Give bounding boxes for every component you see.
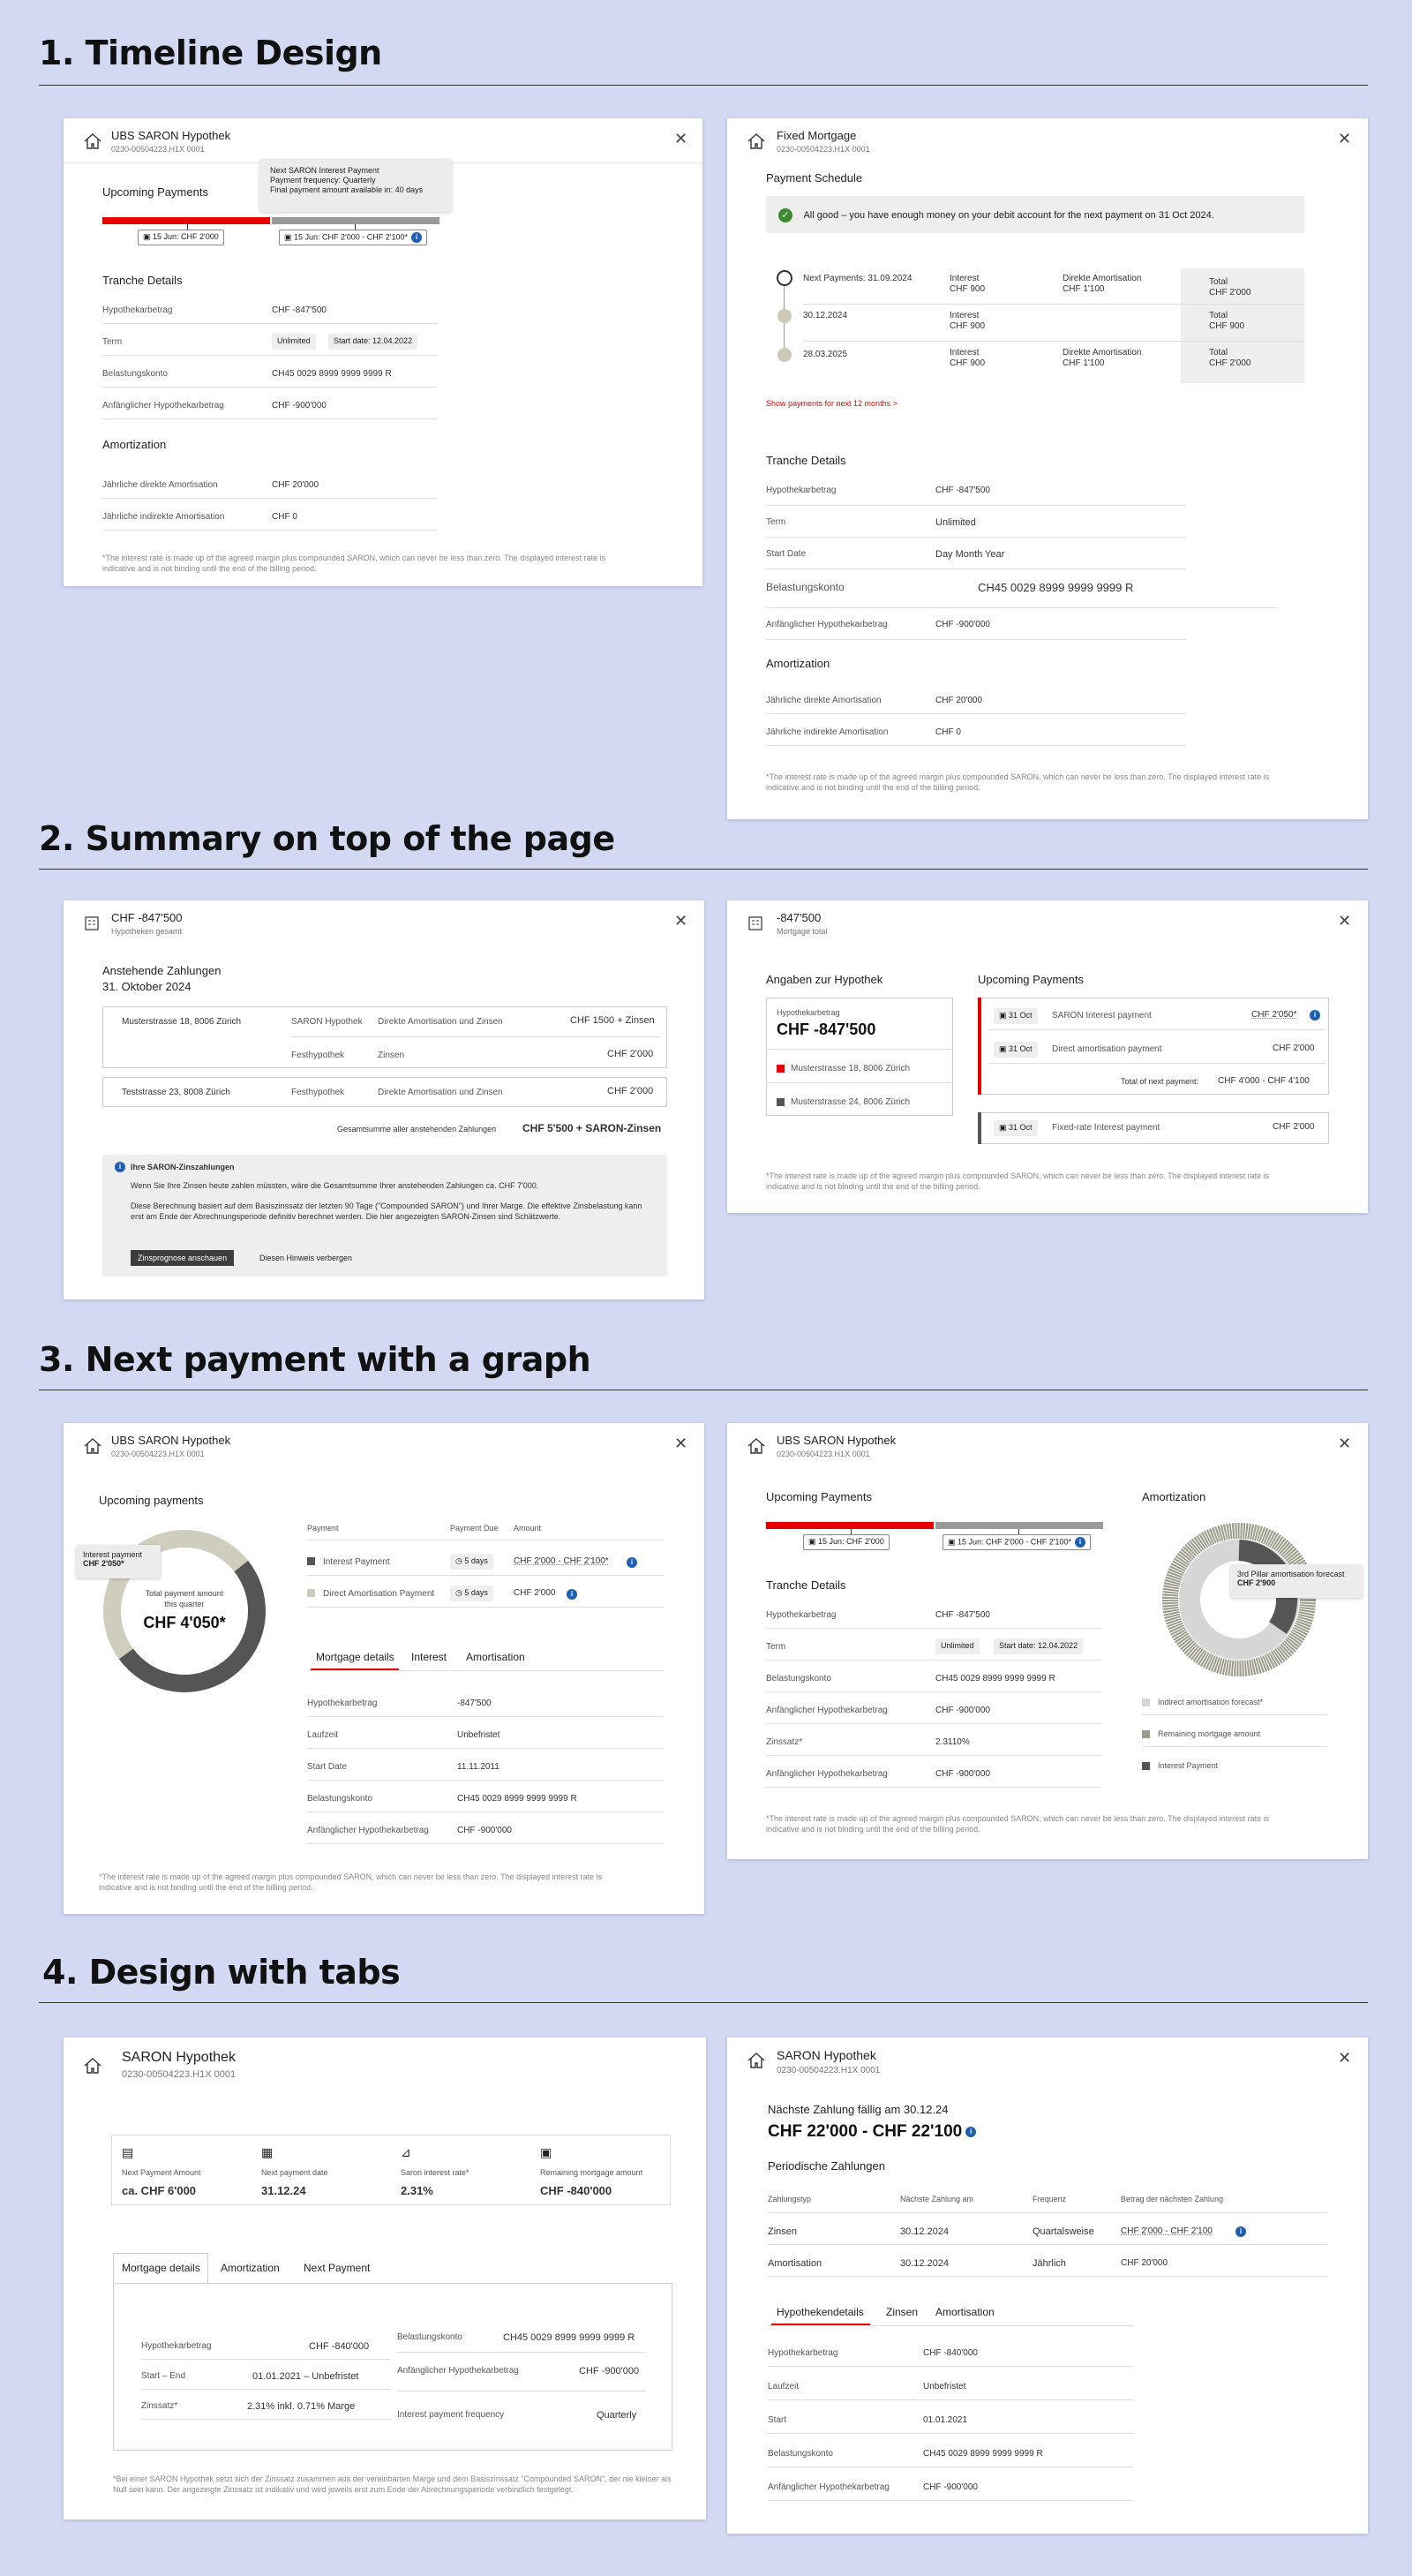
document-icon: ▣ <box>540 2145 552 2159</box>
section-date: 31. Oktober 2024 <box>102 980 192 993</box>
info-icon: i <box>627 1557 637 1568</box>
info-icon: i <box>1236 2226 1246 2237</box>
close-icon[interactable]: ✕ <box>674 1435 688 1452</box>
periodic-heading: Periodische Zahlungen <box>768 2159 885 2173</box>
home-icon <box>83 2057 102 2075</box>
timeline-node <box>777 270 792 286</box>
divider <box>39 869 1368 870</box>
card-summary-en: -847'500 Mortgage total ✕ Angaben zur Hypothek Upcoming Payments Hypothekarbetrag CHF -847'500 Musterstrasse 18, 8006 Zürich Musterstrasse 24, 8006 Zürich ▣ 31 Oct SARON Interest payment CHF 2'050* i ▣ 31 Oct Direct amortisation payment CHF 2'000 Total of next payment: CHF 4'000 - CHF 4'100 ▣ 31 Oct Fixed-rate Interest payment CHF 2'000 *The interest rate is made up of the agreed margin plus compounded SARON, which can never be less than zero. The displayed interest rate is indicative and is not binding until the end of the billing period. <box>727 900 1368 1213</box>
tab-interest[interactable]: Interest <box>411 1651 447 1663</box>
tab-mortgage-details[interactable]: Mortgage details <box>122 2262 200 2274</box>
info-icon: i <box>115 1162 125 1172</box>
timeline-bar-upcoming <box>272 217 439 224</box>
section-title-4: 4. Design with tabs <box>42 1953 401 1992</box>
chart-icon: ⊿ <box>401 2145 411 2159</box>
footnote: *The interest rate is made up of the agreed margin plus compounded SARON, which can never be less than zero. The displayed interest rate is indicative and is not binding until the end of the billing period. <box>99 1872 603 1892</box>
card-title: UBS SARON Hypothek <box>111 129 231 142</box>
tranche-heading: Tranche Details <box>102 274 183 287</box>
hide-hint-button[interactable]: Diesen Hinweis verbergen <box>259 1254 353 1262</box>
card-graph-amortization: UBS SARON Hypothek 0230-00504223.H1X 0001 ✕ Upcoming Payments ▣ 15 Jun: CHF 2'000 ▣ 15 Jun: CHF 2'000 - CHF 2'100* i Tranche Details Hypothekarbetrag CHF -847'500 Term Unlimited Start date: 12.04.2022 Belastungskonto CH45 0029 8999 9999 9999 R Anfänglicher Hypothekarbetrag CHF -900'000 Zinssatz* 2.3110% Anfänglicher Hypothekarbetrag CHF -900'000 Amortization 3rd Pillar amortisation forecast CHF 2'900 Indirect amortisation forecast* Remaining mortgage amount Interest Payment *The interest rate is made up of the agreed margin plus compounded SARON, which can never be less than zero. The displayed interest rate is indicative and is not binding until the end of the billing period. <box>727 1423 1368 1859</box>
tab-amortization[interactable]: Amortization <box>221 2262 280 2274</box>
close-icon[interactable]: ✕ <box>1338 130 1352 147</box>
card-subtitle: Hypotheken gesamt <box>111 927 183 936</box>
tab-mortgage-details[interactable]: Mortgage details <box>316 1651 394 1663</box>
home-icon <box>83 132 102 150</box>
tab-amortisation[interactable]: Amortisation <box>466 1651 525 1663</box>
section-title-3: 3. Next payment with a graph <box>39 1340 591 1379</box>
footnote: *The interest rate is made up of the agreed margin plus compounded SARON, which can never be less than zero. The displayed interest rate is indicative and is not binding until the end of the billing period. <box>766 1814 1270 1834</box>
card-title: UBS SARON Hypothek <box>777 1434 897 1447</box>
divider <box>39 85 1368 86</box>
payment-chip[interactable]: ▣ 15 Jun: CHF 2'000 - CHF 2'100* i <box>279 230 427 245</box>
info-icon: i <box>411 232 422 243</box>
tab-next-payment[interactable]: Next Payment <box>304 2262 371 2274</box>
timeline-node <box>777 348 792 362</box>
info-icon: i <box>1075 1537 1085 1548</box>
schedule-heading: Payment Schedule <box>766 171 863 185</box>
card-title: SARON Hypothek <box>122 2050 236 2065</box>
upcoming-heading: Upcoming Payments <box>978 973 1084 986</box>
info-icon: i <box>1310 1010 1320 1021</box>
card-subtitle: Mortgage total <box>777 927 828 936</box>
building-icon <box>747 915 766 932</box>
check-icon: ✓ <box>778 208 792 222</box>
tab-amortisation[interactable]: Amortisation <box>935 2306 995 2318</box>
upcoming-heading: Upcoming payments <box>99 1494 204 1507</box>
card-subtitle: 0230-00504223.H1X 0001 <box>777 1450 870 1458</box>
home-icon <box>747 2052 766 2069</box>
chart-tooltip: Interest payment CHF 2'050* <box>76 1545 161 1578</box>
status-banner: ✓ All good – you have enough money on your debit account for the next payment on 31 Oct 2024. <box>766 196 1304 233</box>
forecast-button[interactable]: Zinsprognose anschauen <box>131 1250 234 1266</box>
home-icon <box>747 132 766 150</box>
close-icon[interactable]: ✕ <box>1338 912 1352 930</box>
amortization-heading: Amortization <box>1142 1490 1206 1503</box>
mortgage-heading: Angaben zur Hypothek <box>766 973 883 986</box>
card-title: -847'500 <box>777 911 822 924</box>
home-icon <box>747 1437 766 1455</box>
card-subtitle: 0230-00504223.H1X 0001 <box>777 145 870 154</box>
timeline-node <box>777 309 792 323</box>
calendar-icon: ▦ <box>261 2145 274 2159</box>
home-icon <box>83 1437 102 1455</box>
timeline-bar-paid <box>102 217 270 224</box>
tranche-heading: Tranche Details <box>766 454 846 467</box>
footnote: *The interest rate is made up of the agreed margin plus compounded SARON, which can never be less than zero. The displayed interest rate is indicative and is not binding until the end of the billing period. <box>766 1171 1270 1191</box>
close-icon[interactable]: ✕ <box>674 130 688 147</box>
upcoming-heading: Upcoming Payments <box>766 1490 872 1503</box>
tab-zinsen[interactable]: Zinsen <box>886 2306 919 2318</box>
card-summary-de: CHF -847'500 Hypotheken gesamt ✕ Anstehende Zahlungen 31. Oktober 2024 Musterstrasse 18, 8006 Zürich SARON Hypothek Direkte Amortisation und Zinsen CHF 1500 + Zinsen Festhypothek Zinsen CHF 2'000 Teststrasse 23, 8008 Zürich Festhypothek Direkte Amortisation und Zinsen CHF 2'000 Gesamtsumme aller anstehenden Zahlungen CHF 5'500 + SARON-Zinsen i Ihre SARON-Zinszahlungen Wenn Sie Ihre Zinsen heute zahlen müssten, wäre die Gesamtsumme Ihrer anstehenden Zahlungen ca. CHF 7'000. Diese Berechnung basiert auf dem Basiszinssatz der letzten 90 Tage ("Compounded SARON") und Ihrer Marge. Die effektive Zinsbelastung kann erst am Ende der Abrechnungsperiode definitiv berechnet werden. Die hier angezeigten SARON-Zinsen sind Schätzwerte. Zinsprognose anschauen Diesen Hinweis verbergen <box>64 900 704 1299</box>
info-icon: i <box>567 1589 577 1600</box>
close-icon[interactable]: ✕ <box>1338 1435 1352 1452</box>
amortization-heading: Amortization <box>102 438 167 451</box>
divider <box>39 2002 1368 2003</box>
card-subtitle: 0230-00504223.H1X 0001 <box>122 2069 237 2080</box>
tab-hypothekendetails[interactable]: Hypothekendetails <box>777 2306 864 2318</box>
card-title: Fixed Mortgage <box>777 129 857 142</box>
info-icon: i <box>965 2127 976 2137</box>
footnote: *The interest rate is made up of the agreed margin plus compounded SARON, which can never be less than zero. The displayed interest rate is indicative and is not binding until the end of the billing period. <box>766 772 1270 792</box>
amortization-donut <box>1161 1522 1317 1677</box>
card-title: SARON Hypothek <box>777 2048 876 2062</box>
section-title-1: 1. Timeline Design <box>39 34 382 72</box>
card-graph: UBS SARON Hypothek 0230-00504223.H1X 0001 ✕ Upcoming payments Interest payment CHF 2'050* Total payment amount this quarter CHF 4'050* Payment Payment Due Amount Interest Payment ◷ 5 days CHF 2'000 - CHF 2'100* i Direct Amortisation Payment ◷ 5 days CHF 2'000 i Mortgage details Interest Amortisation Hypothekarbetrag -847'500 Laufzeit Unbefristet Start Date 11.11.2011 Belastungskonto CH45 0029 8999 9999 9999 R Anfänglicher Hypothekarbetrag CHF -900'000 *The interest rate is made up of the agreed margin plus compounded SARON, which can never be less than zero. The displayed interest rate is indicative and is not binding until the end of the billing period. <box>64 1423 704 1914</box>
upcoming-heading: Upcoming Payments <box>102 185 208 199</box>
building-icon <box>83 915 102 932</box>
next-payment-due: Nächste Zahlung fällig am 30.12.24 <box>768 2103 949 2116</box>
footnote: *Bei einer SARON Hypothek setzt sich der Zinssatz zusammen aus der vereinbarten Marge und dem Basiszinssatz "Compounded SARON", der nie kleiner als Null sein kann. Der angezeigte Zinssatz ist indikativ und wird jeweils erst zum Ende der Abrechnungsperiode verbindlich festgelegt. <box>113 2474 672 2494</box>
card-fixed-mortgage: Fixed Mortgage 0230-00504223.H1X 0001 ✕ Payment Schedule ✓ All good – you have enough money on your debit account for the next payment on 31 Oct 2024. Next Payments: 31.09.2024 Interest CHF 900 Direkte Amortisation CHF 1'100 Total CHF 2'000 30.12.2024 Interest CHF 900 Total CHF 900 28.03.2025 Interest CHF 900 Direkte Amortisation CHF 1'100 Total CHF 2'000 Show payments for next 12 months > Tranche Details Hypothekarbetrag CHF -847'500 Term Unlimited Start Date Day Month Year Belastungskonto CH45 0029 8999 9999 9999 R Anfänglicher Hypothekarbetrag CHF -900'000 Amortization Jährliche direkte Amortisation CHF 20'000 Jährliche indirekte Amortisation CHF 0 *The interest rate is made up of the agreed margin plus compounded SARON, which can never be less than zero. The displayed interest rate is indicative and is not binding until the end of the billing period. <box>727 118 1368 819</box>
card-subtitle: 0230-00504223.H1X 0001 <box>777 2066 881 2075</box>
close-icon[interactable]: ✕ <box>674 912 688 930</box>
card-subtitle: 0230-00504223.H1X 0001 <box>111 145 205 154</box>
card-subtitle: 0230-00504223.H1X 0001 <box>111 1450 205 1458</box>
amortization-heading: Amortization <box>766 657 830 670</box>
legend-swatch <box>777 1098 785 1106</box>
legend-swatch <box>777 1065 785 1073</box>
payment-chip[interactable]: ▣ 15 Jun: CHF 2'000 <box>138 230 224 245</box>
footnote: *The interest rate is made up of the agreed margin plus compounded SARON, which can never be less than zero. The displayed interest rate is indicative and is not binding until the end of the billing period. <box>102 554 606 573</box>
wallet-icon: ▤ <box>122 2145 134 2159</box>
close-icon[interactable]: ✕ <box>1338 2049 1352 2067</box>
section-title-2: 2. Summary on top of the page <box>39 819 615 858</box>
card-title: UBS SARON Hypothek <box>111 1434 231 1447</box>
next-payment-amount: CHF 22'000 - CHF 22'100 i <box>768 2122 976 2142</box>
card-tabs-overview: SARON Hypothek 0230-00504223.H1X 0001 ▤ Next Payment Amount ca. CHF 6'000 ▦ Next payment date 31.12.24 ⊿ Saron interest rate* 2.31% ▣ Remaining mortgage amount CHF -840'000 Mortgage details Amortization Next Payment Hypothekarbetrag CHF -840'000 Start – End 01.01.2021 – Unbefristet Zinssatz* 2.31% inkl. 0.71% Marge Belastungskonto CH45 0029 8999 9999 9999 R Anfänglicher Hypothekarbetrag CHF -900'000 Interest payment frequency Quarterly *Bei einer SARON Hypothek setzt sich der Zinssatz zusammen aus der vereinbarten Marge und dem Basiszinssatz "Compounded SARON", der nie kleiner als Null sein kann. Der angezeigte Zinssatz ist indikativ und wird jeweils erst zum Ende der Abrechnungsperiode verbindlich festgelegt. <box>64 2037 706 2520</box>
chart-tooltip: 3rd Pillar amortisation forecast CHF 2'900 <box>1230 1564 1363 1598</box>
card-timeline-saron: UBS SARON Hypothek 0230-00504223.H1X 0001 ✕ Upcoming Payments Next SARON Interest Payment Payment frequency: Quarterly Final payment amount available in: 40 days ▣ 15 Jun: CHF 2'000 ▣ 15 Jun: CHF 2'000 - CHF 2'100* i Tranche Details Hypothekarbetrag CHF -847'500 Term Unlimited Start date: 12.04.2022 Belastungskonto CH45 0029 8999 9999 9999 R Anfänglicher Hypothekarbetrag CHF -900'000 Amortization Jährliche direkte Amortisation CHF 20'000 Jährliche indirekte Amortisation CHF 0 *The interest rate is made up of the agreed margin plus compounded SARON, which can never be less than zero. The displayed interest rate is indicative and is not binding until the end of the billing period. <box>64 118 702 586</box>
show-more-link[interactable]: Show payments for next 12 months > <box>766 399 898 408</box>
card-title: CHF -847'500 <box>111 911 183 924</box>
card-tabs-payments: SARON Hypothek 0230-00504223.H1X 0001 ✕ Nächste Zahlung fällig am 30.12.24 CHF 22'000 - CHF 22'100 i Periodische Zahlungen Zahlungstyp Nächste Zahlung am Frequenz Betrag der nächsten Zahlung Zinsen 30.12.2024 Quartalsweise CHF 2'000 - CHF 2'100 i Amortisation 30.12.2024 Jährlich CHF 20'000 Hypothekendetails Zinsen Amortisation Hypothekarbetrag CHF -840'000 Laufzeit Unbefristet Start 01.01.2021 Belastungskonto CH45 0029 8999 9999 9999 R Anfänglicher Hypothekarbetrag CHF -900'000 <box>727 2037 1368 2534</box>
tranche-heading: Tranche Details <box>766 1578 846 1592</box>
tooltip: Next SARON Interest Payment Payment frequency: Quarterly Final payment amount available in: 40 days <box>259 159 452 212</box>
section-heading: Anstehende Zahlungen <box>102 964 222 977</box>
